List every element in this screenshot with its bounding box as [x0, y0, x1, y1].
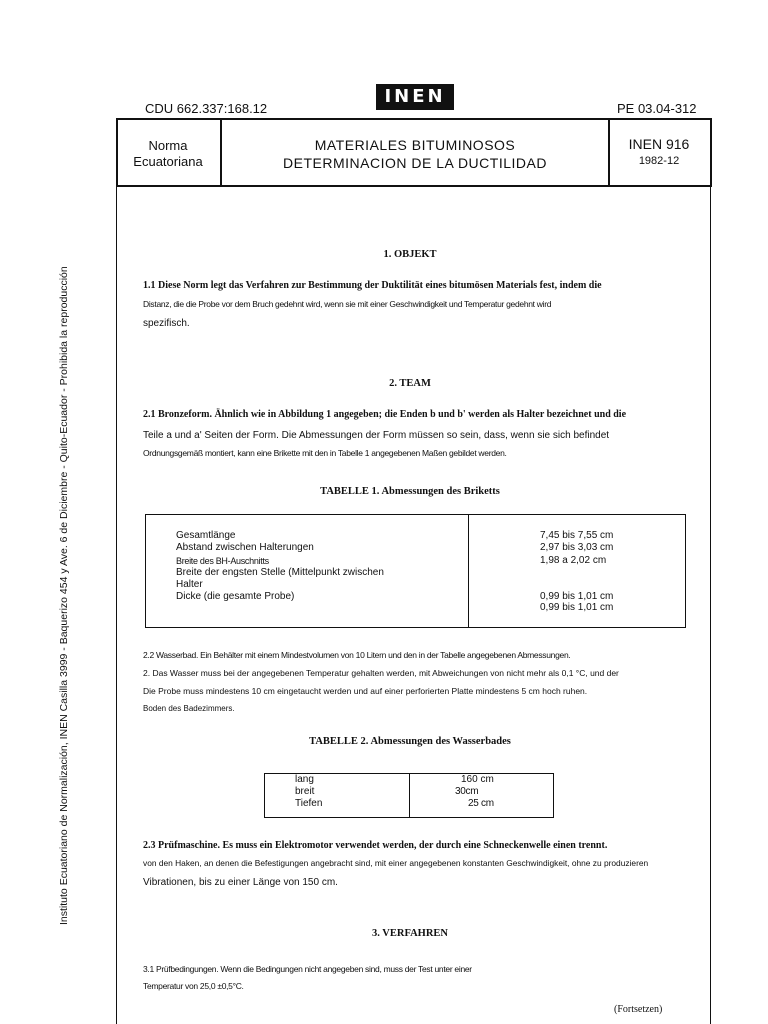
p22-line4: Boden des Badezimmers.	[143, 704, 235, 713]
section3-line2: Temperatur von 25,0 ±0,5°C.	[143, 981, 244, 991]
table2	[264, 773, 554, 818]
table1-values-col	[468, 515, 685, 627]
header-bottom-rule	[116, 185, 712, 187]
table2-label: Tiefen	[295, 798, 323, 809]
header-top-rule	[116, 118, 712, 120]
table2-title: TABELLE 2. Abmessungen des Wasserbades	[309, 736, 511, 747]
table2-labels-col	[265, 774, 410, 817]
table1-label: Breite der engsten Stelle (Mittelpunkt zwischen	[176, 567, 384, 578]
table1-value: 1,98 a 2,02 cm	[540, 555, 607, 566]
header-divider-2	[608, 118, 610, 187]
table1-value: 0,99 bis 1,01 cm	[540, 602, 614, 613]
norm-number: INEN 916	[628, 136, 690, 152]
section1-line1: 1.1 Diese Norm legt das Verfahren zur Bestimmung der Duktilität eines bitumösen Materials fest, indem die	[143, 280, 602, 291]
p23-line2: von den Haken, an denen die Befestigungen angebracht sind, mit einer angegebenen konstanten Geschwindigkeit, ohne zu produzieren	[143, 858, 649, 868]
norm-year: 1982-12	[638, 155, 680, 167]
table1-label: Halter	[176, 579, 203, 590]
table1	[145, 514, 686, 628]
title-line2: DETERMINACION DE LA DUCTILIDAD	[283, 155, 547, 171]
header-right-border	[710, 118, 712, 187]
section1-heading: 1. OBJEKT	[383, 249, 437, 260]
table2-value: 30cm	[455, 786, 479, 797]
table1-label: Breite des BH-Auschnitts	[176, 556, 269, 566]
norma-ecuatoriana	[118, 138, 218, 170]
norma-line1: Norma	[148, 138, 188, 153]
table1-label: Abstand zwischen Halterungen	[176, 542, 314, 553]
inen-logo: INEN	[376, 84, 454, 110]
continued-note: (Fortsetzen)	[614, 1004, 663, 1015]
side-imprint: Instituto Ecuatoriano de Normalización, INEN Casilla 3999 - Baquerizo 454 y Ave. 6 de Diciembre - Quito-Ecuador - Prohibida la reproducción	[58, 266, 70, 925]
norm-code	[612, 136, 706, 170]
section2-line1: 2.1 Bronzeform. Ähnlich wie in Abbildung 1 angegeben; die Enden b und b' werden als Halter bezeichnet und die	[143, 409, 627, 420]
table1-value: 0,99 bis 1,01 cm	[540, 591, 614, 602]
p22-line3: Die Probe muss mindestens 10 cm eingetaucht werden und auf einer perforierten Platte mindestens 5 cm hoch ruhen.	[143, 686, 588, 696]
section2-line3: Ordnungsgemäß montiert, kann eine Brikette mit den in Tabelle 1 angegebenen Maßen gebildet werden.	[143, 448, 507, 458]
p23-line3: Vibrationen, bis zu einer Länge von 150 cm.	[143, 877, 338, 888]
cdu-code: CDU 662.337:168.12	[145, 101, 268, 116]
section2-line2: Teile a und a' Seiten der Form. Die Abmessungen der Form müssen so sein, dass, wenn sie sich befindet	[143, 430, 610, 441]
section1-line3: spezifisch.	[143, 318, 190, 329]
table1-labels-col	[146, 515, 469, 627]
section3-line1: 3.1 Prüfbedingungen. Wenn die Bedingungen nicht angegeben sind, muss der Test unter einer	[143, 964, 472, 974]
table2-label: lang	[295, 774, 314, 785]
table2-label: breit	[295, 786, 315, 797]
table1-label: Dicke (die gesamte Probe)	[176, 591, 295, 602]
table1-title: TABELLE 1. Abmessungen des Briketts	[320, 486, 500, 497]
table1-label: Gesamtlänge	[176, 530, 236, 541]
section3-heading: 3. VERFAHREN	[371, 928, 449, 939]
table1-value: 7,45 bis 7,55 cm	[540, 530, 614, 541]
page-left-border	[116, 187, 117, 1024]
p22-line2: 2. Das Wasser muss bei der angegebenen Temperatur gehalten werden, mit Abweichungen von nicht mehr als 0,1 °C, und der	[143, 668, 619, 678]
norma-line2: Ecuatoriana	[133, 154, 203, 169]
pe-code: PE 03.04-312	[617, 101, 697, 116]
header-divider-1	[220, 118, 222, 187]
title-line1: MATERIALES BITUMINOSOS	[314, 137, 516, 153]
page-right-border	[710, 187, 711, 1024]
p22-line1: 2.2 Wasserbad. Ein Behälter mit einem Mindestvolumen von 10 Litern und den in der Tabelle angegebenen Abmessungen.	[143, 650, 571, 660]
p23-line1: 2.3 Prüfmaschine. Es muss ein Elektromotor verwendet werden, der durch eine Schneckenwelle einen trennt.	[143, 840, 608, 851]
table1-value: 2,97 bis 3,03 cm	[540, 542, 614, 553]
document-title	[224, 136, 606, 172]
section1-line2: Distanz, die die Probe vor dem Bruch gedehnt wird, wenn sie mit einer Geschwindigkeit und Temperatur gedehnt wird	[143, 299, 552, 309]
table2-value: 160 cm	[461, 774, 494, 785]
table2-value: 25 cm	[468, 798, 494, 809]
section2-heading: 2. TEAM	[389, 378, 431, 389]
